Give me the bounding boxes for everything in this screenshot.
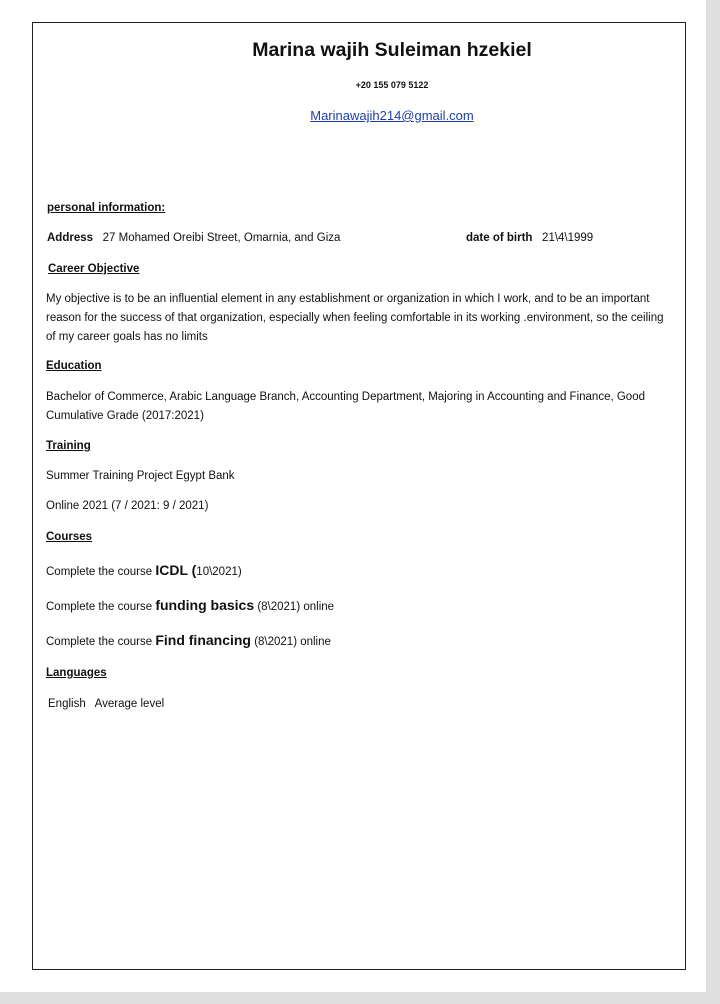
email-link[interactable]: Marinawajih214@gmail.com (310, 108, 474, 123)
dob-row (466, 232, 593, 244)
courses-heading: Courses (46, 531, 93, 543)
course-item (46, 632, 331, 648)
email-line (33, 108, 685, 123)
course-name: ICDL ( (155, 562, 197, 578)
course-suffix: 10\2021) (196, 566, 242, 578)
training-line-2: Online 2021 (7 / 2021: 9 / 2021) (46, 500, 209, 512)
phone-number: +20 155 079 5122 (355, 80, 429, 90)
languages-heading: Languages (46, 667, 107, 679)
cv-page (32, 22, 686, 970)
training-line-1: Summer Training Project Egypt Bank (46, 470, 235, 482)
scan-border-right (706, 0, 720, 1004)
course-name: funding basics (155, 597, 255, 613)
course-suffix: (8\2021) online (257, 601, 335, 613)
scan-border-bottom (0, 992, 720, 1004)
language-level: Average level (94, 698, 165, 710)
course-name: Find financing (155, 632, 251, 648)
course-prefix: Complete the course (46, 566, 153, 578)
course-suffix: (8\2021) online (254, 636, 331, 648)
address-label: Address (47, 232, 94, 244)
course-item (46, 562, 242, 578)
dob-label: date of birth (466, 232, 533, 244)
training-heading: Training (46, 440, 91, 452)
dob-value: 21\4\1999 (542, 232, 594, 244)
course-item (46, 597, 334, 613)
language-row (48, 698, 164, 710)
personal-info-heading: personal information: (47, 202, 166, 214)
address-row (47, 232, 340, 244)
career-objective-heading: Career Objective (48, 263, 140, 275)
address-value: 27 Mohamed Oreibi Street, Omarnia, and Giza (102, 232, 341, 244)
career-objective-text: My objective is to be an influential element in any establishment or organization in which I work, and to be an important reason for the success of that organization, especially when feeling comfortable in its working .environment, so the ceiling of my career goals has no limits (46, 293, 664, 343)
education-text: Bachelor of Commerce, Arabic Language Branch, Accounting Department, Majoring in Accounting and Finance, Good Cumulative Grade (2017:2021) (46, 391, 645, 422)
course-prefix: Complete the course (46, 601, 153, 613)
course-prefix: Complete the course (46, 636, 153, 648)
language-name: English (48, 698, 86, 710)
candidate-name: Marina wajih Suleiman hzekiel (252, 39, 532, 61)
education-heading: Education (46, 360, 102, 372)
